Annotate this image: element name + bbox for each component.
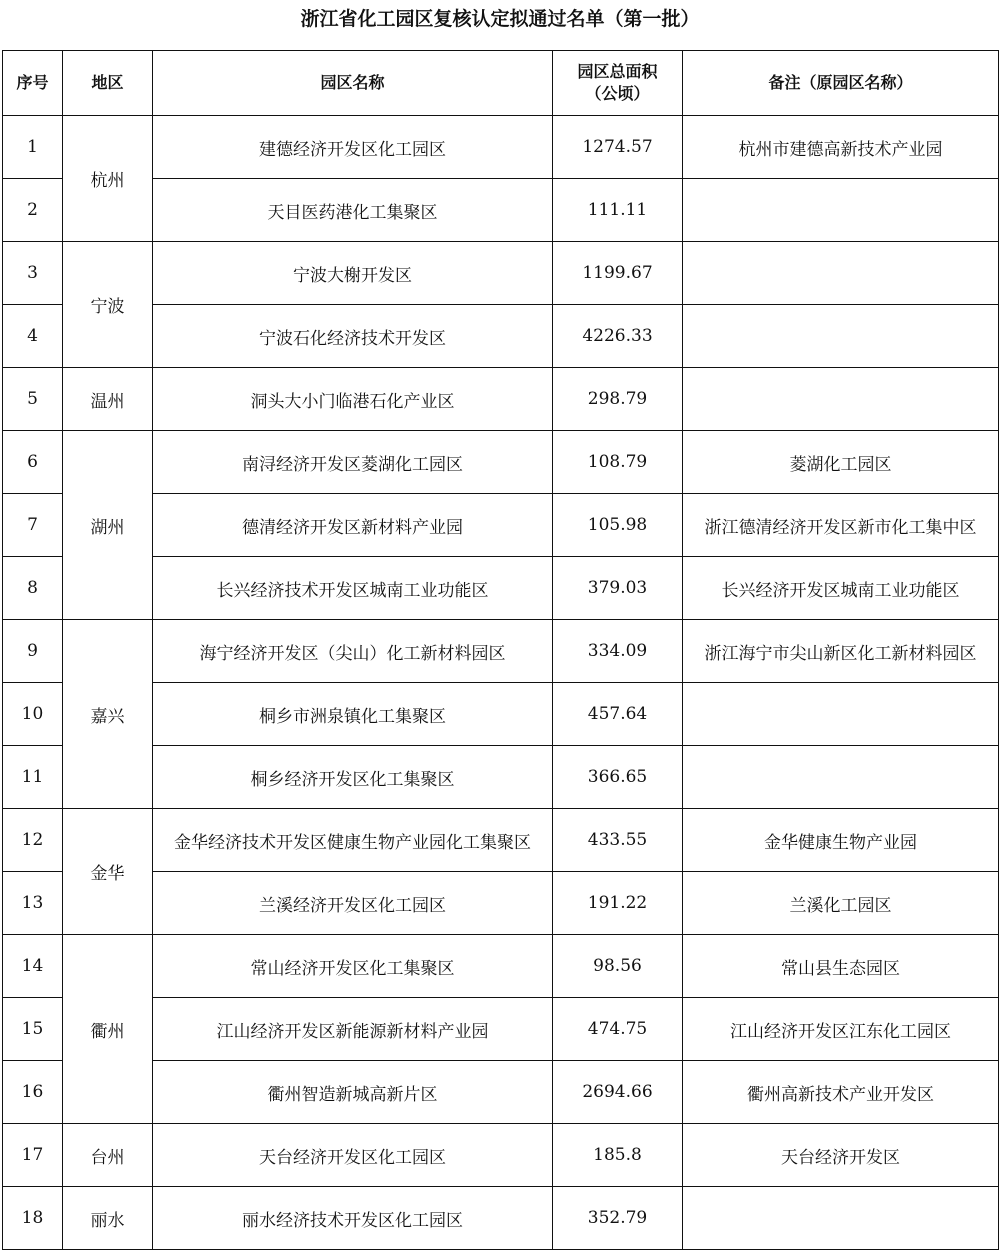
cell-no: 15 <box>3 998 63 1061</box>
cell-area: 457.64 <box>553 683 683 746</box>
cell-no: 18 <box>3 1187 63 1250</box>
cell-area: 2694.66 <box>553 1061 683 1124</box>
cell-area: 1274.57 <box>553 116 683 179</box>
table-row <box>3 179 999 242</box>
cell-no: 11 <box>3 746 63 809</box>
cell-note <box>683 1187 999 1250</box>
table-row <box>3 620 999 683</box>
table-row <box>3 305 999 368</box>
cell-park-name: 宁波大榭开发区 <box>153 242 553 305</box>
cell-note: 江山经济开发区江东化工园区 <box>683 998 999 1061</box>
table-row <box>3 683 999 746</box>
cell-no: 10 <box>3 683 63 746</box>
cell-area: 191.22 <box>553 872 683 935</box>
cell-park-name: 建德经济开发区化工园区 <box>153 116 553 179</box>
cell-park-name: 德清经济开发区新材料产业园 <box>153 494 553 557</box>
cell-note: 杭州市建德高新技术产业园 <box>683 116 999 179</box>
cell-area: 4226.33 <box>553 305 683 368</box>
cell-no: 2 <box>3 179 63 242</box>
cell-region: 台州 <box>63 1124 153 1187</box>
header-area-line2: （公顷） <box>585 84 650 103</box>
cell-region: 嘉兴 <box>63 620 153 809</box>
cell-note <box>683 683 999 746</box>
cell-note: 长兴经济开发区城南工业功能区 <box>683 557 999 620</box>
table-row <box>3 746 999 809</box>
cell-no: 5 <box>3 368 63 431</box>
cell-park-name: 南浔经济开发区菱湖化工园区 <box>153 431 553 494</box>
cell-no: 8 <box>3 557 63 620</box>
table-row <box>3 809 999 872</box>
cell-park-name: 天台经济开发区化工园区 <box>153 1124 553 1187</box>
cell-note: 金华健康生物产业园 <box>683 809 999 872</box>
cell-note <box>683 746 999 809</box>
table-row <box>3 935 999 998</box>
cell-no: 12 <box>3 809 63 872</box>
cell-park-name: 天目医药港化工集聚区 <box>153 179 553 242</box>
cell-region: 宁波 <box>63 242 153 368</box>
cell-note: 菱湖化工园区 <box>683 431 999 494</box>
cell-note: 浙江海宁市尖山新区化工新材料园区 <box>683 620 999 683</box>
page-title: 浙江省化工园区复核认定拟通过名单（第一批） <box>300 8 700 30</box>
cell-region: 丽水 <box>63 1187 153 1250</box>
table-row <box>3 1061 999 1124</box>
cell-area: 352.79 <box>553 1187 683 1250</box>
cell-note <box>683 368 999 431</box>
cell-note: 兰溪化工园区 <box>683 872 999 935</box>
cell-park-name: 长兴经济技术开发区城南工业功能区 <box>153 557 553 620</box>
cell-area: 474.75 <box>553 998 683 1061</box>
cell-park-name: 宁波石化经济技术开发区 <box>153 305 553 368</box>
cell-area: 366.65 <box>553 746 683 809</box>
cell-area: 185.8 <box>553 1124 683 1187</box>
table-row <box>3 1187 999 1250</box>
cell-park-name: 桐乡经济开发区化工集聚区 <box>153 746 553 809</box>
cell-no: 7 <box>3 494 63 557</box>
table-row <box>3 998 999 1061</box>
cell-note: 常山县生态园区 <box>683 935 999 998</box>
cell-note: 浙江德清经济开发区新市化工集中区 <box>683 494 999 557</box>
cell-no: 1 <box>3 116 63 179</box>
cell-area: 105.98 <box>553 494 683 557</box>
cell-no: 9 <box>3 620 63 683</box>
cell-note <box>683 305 999 368</box>
cell-region: 金华 <box>63 809 153 935</box>
cell-note: 衢州高新技术产业开发区 <box>683 1061 999 1124</box>
cell-area: 98.56 <box>553 935 683 998</box>
header-area-line1: 园区总面积 <box>577 62 658 81</box>
table-row <box>3 557 999 620</box>
table-row <box>3 494 999 557</box>
cell-park-name: 海宁经济开发区（尖山）化工新材料园区 <box>153 620 553 683</box>
cell-park-name: 洞头大小门临港石化产业区 <box>153 368 553 431</box>
cell-area: 111.11 <box>553 179 683 242</box>
header-area <box>553 51 683 116</box>
park-list-table <box>2 50 999 1250</box>
cell-no: 13 <box>3 872 63 935</box>
cell-region: 温州 <box>63 368 153 431</box>
cell-note: 天台经济开发区 <box>683 1124 999 1187</box>
cell-area: 1199.67 <box>553 242 683 305</box>
table-row <box>3 368 999 431</box>
cell-area: 334.09 <box>553 620 683 683</box>
table-row <box>3 242 999 305</box>
cell-region: 衢州 <box>63 935 153 1124</box>
cell-park-name: 丽水经济技术开发区化工园区 <box>153 1187 553 1250</box>
cell-no: 3 <box>3 242 63 305</box>
cell-no: 6 <box>3 431 63 494</box>
cell-park-name: 衢州智造新城高新片区 <box>153 1061 553 1124</box>
cell-region: 湖州 <box>63 431 153 620</box>
cell-no: 16 <box>3 1061 63 1124</box>
table-row <box>3 431 999 494</box>
cell-park-name: 兰溪经济开发区化工园区 <box>153 872 553 935</box>
cell-note <box>683 242 999 305</box>
cell-region: 杭州 <box>63 116 153 242</box>
cell-area: 298.79 <box>553 368 683 431</box>
table-row <box>3 872 999 935</box>
cell-no: 17 <box>3 1124 63 1187</box>
cell-no: 4 <box>3 305 63 368</box>
table-row <box>3 116 999 179</box>
header-region: 地区 <box>63 51 153 116</box>
cell-area: 433.55 <box>553 809 683 872</box>
cell-park-name: 江山经济开发区新能源新材料产业园 <box>153 998 553 1061</box>
cell-note <box>683 179 999 242</box>
cell-no: 14 <box>3 935 63 998</box>
cell-park-name: 金华经济技术开发区健康生物产业园化工集聚区 <box>153 809 553 872</box>
cell-area: 379.03 <box>553 557 683 620</box>
header-row <box>3 51 999 116</box>
cell-park-name: 桐乡市洲泉镇化工集聚区 <box>153 683 553 746</box>
header-park-name: 园区名称 <box>153 51 553 116</box>
cell-park-name: 常山经济开发区化工集聚区 <box>153 935 553 998</box>
header-note: 备注（原园区名称） <box>683 51 999 116</box>
cell-area: 108.79 <box>553 431 683 494</box>
header-no: 序号 <box>3 51 63 116</box>
table-row <box>3 1124 999 1187</box>
table-body <box>3 116 999 1250</box>
